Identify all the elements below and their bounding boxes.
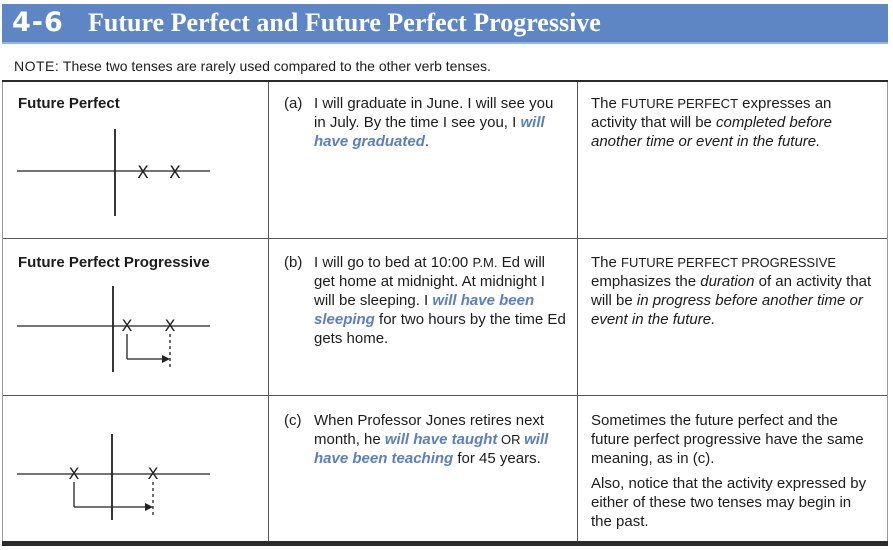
example-c-text: When Professor Jones retires next month, he will have taught OR will have been teaching for 45 years.	[314, 412, 549, 467]
column-divider	[577, 82, 578, 541]
explanation-same-meaning: Sometimes the future perfect and the future perfect progressive have the same meaning, as in (c).	[591, 412, 864, 467]
example-tag-c: (c)	[284, 412, 302, 429]
section-title: Future Perfect and Future Perfect Progressive	[88, 8, 601, 37]
highlight-will-have-graduated: will have graduated	[314, 114, 545, 150]
timeline-x-mark: X	[147, 464, 159, 483]
highlight-will-have-been-sleeping: will have been sleeping	[314, 292, 535, 328]
timeline-diagram-future-perfect	[14, 124, 214, 219]
table-bottom-rule	[2, 541, 888, 546]
table-left-edge	[2, 82, 3, 541]
timeline-diagram-future-perfect-progressive	[14, 284, 214, 376]
timeline-diagram-past-start	[14, 432, 214, 524]
explanation-begin-in-past: Also, notice that the activity expressed by either of these two tenses may begin in the past.	[591, 475, 867, 530]
row-label-future-perfect-progressive: Future Perfect Progressive	[18, 254, 210, 271]
term-future-perfect: FUTURE PERFECT	[621, 96, 739, 111]
timeline-x-mark: X	[68, 464, 80, 483]
note-text: These two tenses are rarely used compared to the other verb tenses.	[59, 58, 491, 74]
timeline-x-mark: X	[121, 316, 133, 335]
example-a-text: I will graduate in June. I will see you in July. By the time I see you, I will have graduated.	[314, 95, 554, 150]
example-tag-b: (b)	[284, 254, 303, 271]
column-divider	[268, 82, 269, 541]
explanation-future-perfect-progressive: The FUTURE PERFECT PROGRESSIVE emphasizes the duration of an activity that will be in progress before another time or event in the future.	[591, 254, 872, 328]
timeline-x-mark: X	[169, 163, 181, 183]
table-right-edge	[887, 82, 888, 541]
row-divider	[2, 395, 888, 396]
note-line	[14, 58, 491, 74]
highlight-will-have-taught: will have taught	[384, 431, 498, 448]
duration-arrow-icon	[162, 355, 170, 363]
example-b-text: I will go to bed at 10:00 P.M. Ed will get home at midnight. At midnight I will be sleeping. I will have been sleeping for two hours by the time Ed gets home.	[314, 254, 566, 347]
row-divider	[2, 238, 888, 239]
highlight-will-have-been-teaching: will have been teaching	[314, 431, 549, 467]
row-label-future-perfect: Future Perfect	[18, 95, 120, 112]
term-future-perfect-progressive: FUTURE PERFECT PROGRESSIVE	[621, 255, 837, 270]
table-top-rule	[2, 80, 888, 82]
duration-arrow-icon	[145, 503, 153, 511]
note-label: NOTE:	[14, 58, 60, 74]
timeline-x-mark: X	[137, 163, 149, 183]
explanation-future-perfect: The FUTURE PERFECT expresses an activity that will be completed before another time or event in the future.	[591, 95, 832, 150]
section-number: 4-6	[12, 7, 64, 38]
example-tag-a: (a)	[284, 95, 303, 112]
section-header	[2, 4, 888, 44]
timeline-x-mark: X	[164, 316, 176, 335]
